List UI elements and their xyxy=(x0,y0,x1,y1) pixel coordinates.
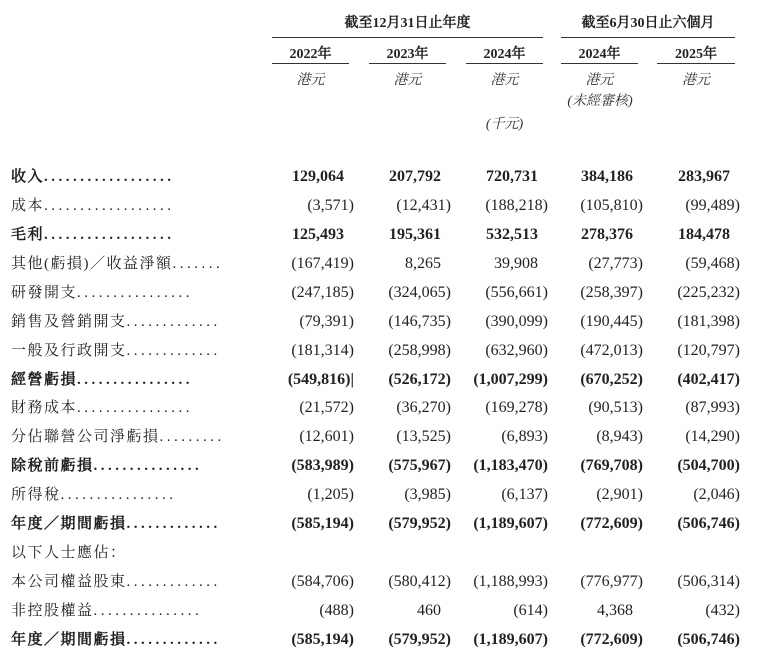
cell-2025-h1: (506,746) xyxy=(677,631,740,648)
table-row xyxy=(0,570,764,594)
cell-2024: (6,893) xyxy=(501,428,548,445)
cell-2024-h1: (8,943) xyxy=(596,428,643,445)
cell-2022: (488) xyxy=(319,602,354,619)
table-row xyxy=(0,425,764,449)
cell-2024-h1: (472,013) xyxy=(580,342,643,359)
row-label xyxy=(11,541,257,565)
cell-2024: (632,960) xyxy=(485,342,548,359)
group-rule-six-months xyxy=(561,37,735,38)
row-label-text: 分佔聯營公司淨虧損 xyxy=(11,429,160,445)
cell-2023: (575,967) xyxy=(388,457,451,474)
table-row xyxy=(0,252,764,276)
row-label xyxy=(11,628,257,652)
row-label-text: 除稅前虧損 xyxy=(11,458,94,474)
cell-2024-h1: (27,773) xyxy=(588,255,643,272)
cell-2025-h1: (432) xyxy=(705,602,740,619)
cell-2023: (3,985) xyxy=(404,486,451,503)
cell-2023: (580,412) xyxy=(388,573,451,590)
row-label xyxy=(11,570,257,594)
cell-2024: (6,137) xyxy=(501,486,548,503)
leader-dots: ....... xyxy=(172,256,224,272)
row-label xyxy=(11,483,257,507)
table-row xyxy=(0,339,764,363)
table-row xyxy=(0,512,764,536)
cell-2025-h1: (181,398) xyxy=(677,313,740,330)
year-header-2023: 2023年 xyxy=(386,47,429,62)
leader-dots: .................. xyxy=(44,169,175,185)
row-label-text: 研發開支 xyxy=(11,285,78,301)
cell-2023: (324,065) xyxy=(388,284,451,301)
cell-2022: 129,064 xyxy=(292,168,344,185)
table-row xyxy=(0,281,764,305)
cell-2022: (79,391) xyxy=(299,313,354,330)
year-header-2024-h1: 2024年 xyxy=(578,47,621,62)
row-label xyxy=(11,396,257,420)
cell-2024: (390,099) xyxy=(485,313,548,330)
row-label-text: 一般及行政開支 xyxy=(11,343,127,359)
unit-2022: 港元 xyxy=(296,73,325,88)
cell-2024-h1: (90,513) xyxy=(588,399,643,416)
cell-2023: (579,952) xyxy=(388,631,451,648)
unit-2025-h1: 港元 xyxy=(682,73,710,88)
cell-2025-h1: (120,797) xyxy=(677,342,740,359)
cell-2024-h1: (769,708) xyxy=(580,457,643,474)
cell-2025-h1: (402,417) xyxy=(677,371,740,388)
cell-2024: (556,661) xyxy=(485,284,548,301)
row-label-text: 其他(虧損)／收益淨額 xyxy=(11,256,173,272)
table-row xyxy=(0,599,764,623)
year-rule-2022 xyxy=(272,63,349,64)
cell-2023: (12,431) xyxy=(396,197,451,214)
cell-2024: (614) xyxy=(513,602,548,619)
cell-2023: (258,998) xyxy=(388,342,451,359)
group-rule-annual xyxy=(272,37,543,38)
leader-dots: ................ xyxy=(77,285,194,301)
year-rule-2024 xyxy=(466,63,543,64)
row-label xyxy=(11,165,257,189)
cell-2024-h1: (772,609) xyxy=(580,631,643,648)
row-label xyxy=(11,425,257,449)
cell-2025-h1: 283,967 xyxy=(678,168,730,185)
cell-2023: 460 xyxy=(417,602,441,619)
cell-2024-h1: (105,810) xyxy=(580,197,643,214)
leader-dots: ............... xyxy=(93,603,203,619)
row-label xyxy=(11,194,257,218)
year-header-2022: 2022年 xyxy=(289,47,332,62)
row-label xyxy=(11,281,257,305)
unaudited-note: (未經審核) xyxy=(567,94,633,109)
cell-2024-h1: 4,368 xyxy=(597,602,633,619)
cell-2022: (583,989) xyxy=(291,457,354,474)
row-label-text: 非控股權益 xyxy=(11,603,94,619)
cell-2025-h1: (99,489) xyxy=(685,197,740,214)
table-row xyxy=(0,368,764,392)
cell-2024: 39,908 xyxy=(494,255,538,272)
year-header-2024: 2024年 xyxy=(483,47,526,62)
cell-2023: (526,172) xyxy=(388,371,451,388)
cell-2024: (1,188,993) xyxy=(473,573,548,590)
cell-2024-h1: 278,376 xyxy=(581,226,633,243)
cell-2022: 125,493 xyxy=(292,226,344,243)
cell-2024: (1,183,470) xyxy=(473,457,548,474)
row-label-text: 所得稅 xyxy=(11,487,61,503)
row-label xyxy=(11,310,257,334)
cell-2023: 207,792 xyxy=(389,168,441,185)
cell-2024-h1: 384,186 xyxy=(581,168,633,185)
cell-2024: 532,513 xyxy=(486,226,538,243)
year-rule-2025-h1 xyxy=(657,63,735,64)
year-rule-2023 xyxy=(369,63,446,64)
leader-dots: ................ xyxy=(77,372,194,388)
cell-2022: (585,194) xyxy=(291,631,354,648)
cell-2022: (3,571) xyxy=(307,197,354,214)
row-label-text: 本公司權益股東 xyxy=(11,574,127,590)
year-header-2025-h1: 2025年 xyxy=(675,47,717,62)
cell-2024: (1,007,299) xyxy=(473,371,548,388)
cell-2025-h1: (14,290) xyxy=(685,428,740,445)
cell-2024: (1,189,607) xyxy=(473,515,548,532)
row-label-text: 毛利 xyxy=(11,227,45,243)
row-label xyxy=(11,454,257,478)
unit-2023: 港元 xyxy=(393,73,422,88)
table-row xyxy=(0,194,764,218)
leader-dots: ............. xyxy=(126,343,221,359)
cell-2024-h1: (670,252) xyxy=(580,371,643,388)
row-label-text: 年度／期間虧損 xyxy=(11,632,127,648)
leader-dots: .................. xyxy=(44,198,175,214)
row-label xyxy=(11,512,257,536)
table-row xyxy=(0,310,764,334)
cell-2025-h1: (59,468) xyxy=(685,255,740,272)
row-label-text: 年度／期間虧損 xyxy=(11,516,127,532)
unit-2024: 港元 xyxy=(490,73,519,88)
cell-2024-h1: (190,445) xyxy=(580,313,643,330)
cell-2022: (247,185) xyxy=(291,284,354,301)
row-label xyxy=(11,339,257,363)
cell-2024-h1: (2,901) xyxy=(596,486,643,503)
table-row xyxy=(0,454,764,478)
cell-2022: (21,572) xyxy=(299,399,354,416)
cell-2025-h1: (504,700) xyxy=(677,457,740,474)
cell-2025-h1: (506,746) xyxy=(677,515,740,532)
cell-2024: (1,189,607) xyxy=(473,631,548,648)
cell-2022: (181,314) xyxy=(291,342,354,359)
leader-dots: .................. xyxy=(44,227,175,243)
leader-dots: ............. xyxy=(126,516,221,532)
leader-dots: ............... xyxy=(93,458,203,474)
row-label-text: 以下人士應佔： xyxy=(11,545,127,561)
cell-2022: (1,205) xyxy=(307,486,354,503)
leader-dots: ................ xyxy=(60,487,177,503)
row-label-text: 成本 xyxy=(11,198,45,214)
cell-2022: (549,816)| xyxy=(287,371,354,388)
unit-2024-h1: 港元 xyxy=(585,73,614,88)
table-row xyxy=(0,628,764,652)
table-row xyxy=(0,396,764,420)
table-row xyxy=(0,223,764,247)
cell-2022: (12,601) xyxy=(299,428,354,445)
cell-2025-h1: (225,232) xyxy=(677,284,740,301)
row-label xyxy=(11,252,257,276)
cell-2024-h1: (258,397) xyxy=(580,284,643,301)
thousands-note: (千元) xyxy=(485,117,524,132)
cell-2023: (146,735) xyxy=(388,313,451,330)
year-rule-2024-h1 xyxy=(561,63,638,64)
table-row xyxy=(0,165,764,189)
leader-dots: ............. xyxy=(126,632,221,648)
leader-dots: ............. xyxy=(126,314,221,330)
group-header-annual: 截至12月31日止年度 xyxy=(344,16,471,31)
group-header-six-months: 截至6月30日止六個月 xyxy=(581,16,715,31)
row-label-text: 收入 xyxy=(11,169,45,185)
cell-2023: (36,270) xyxy=(396,399,451,416)
cell-2025-h1: (506,314) xyxy=(677,573,740,590)
row-label-text: 經營虧損 xyxy=(11,372,78,388)
cell-2023: 8,265 xyxy=(405,255,441,272)
cell-2023: (579,952) xyxy=(388,515,451,532)
cell-2022: (167,419) xyxy=(291,255,354,272)
cell-2024: (169,278) xyxy=(485,399,548,416)
leader-dots: ......... xyxy=(159,429,225,445)
cell-2025-h1: 184,478 xyxy=(678,226,730,243)
cell-2025-h1: (87,993) xyxy=(685,399,740,416)
cell-2023: (13,525) xyxy=(396,428,451,445)
cell-2024: (188,218) xyxy=(485,197,548,214)
cell-2024-h1: (776,977) xyxy=(580,573,643,590)
table-row xyxy=(0,483,764,507)
cell-2022: (585,194) xyxy=(291,515,354,532)
cell-2024-h1: (772,609) xyxy=(580,515,643,532)
row-label xyxy=(11,223,257,247)
leader-dots: ................ xyxy=(77,400,194,416)
cell-2024: 720,731 xyxy=(486,168,538,185)
leader-dots: ............. xyxy=(126,574,221,590)
row-label-text: 財務成本 xyxy=(11,400,78,416)
cell-2025-h1: (2,046) xyxy=(693,486,740,503)
row-label xyxy=(11,368,257,392)
table-row xyxy=(0,541,764,565)
row-label-text: 銷售及營銷開支 xyxy=(11,314,127,330)
cell-2022: (584,706) xyxy=(291,573,354,590)
cell-2023: 195,361 xyxy=(389,226,441,243)
row-label xyxy=(11,599,257,623)
